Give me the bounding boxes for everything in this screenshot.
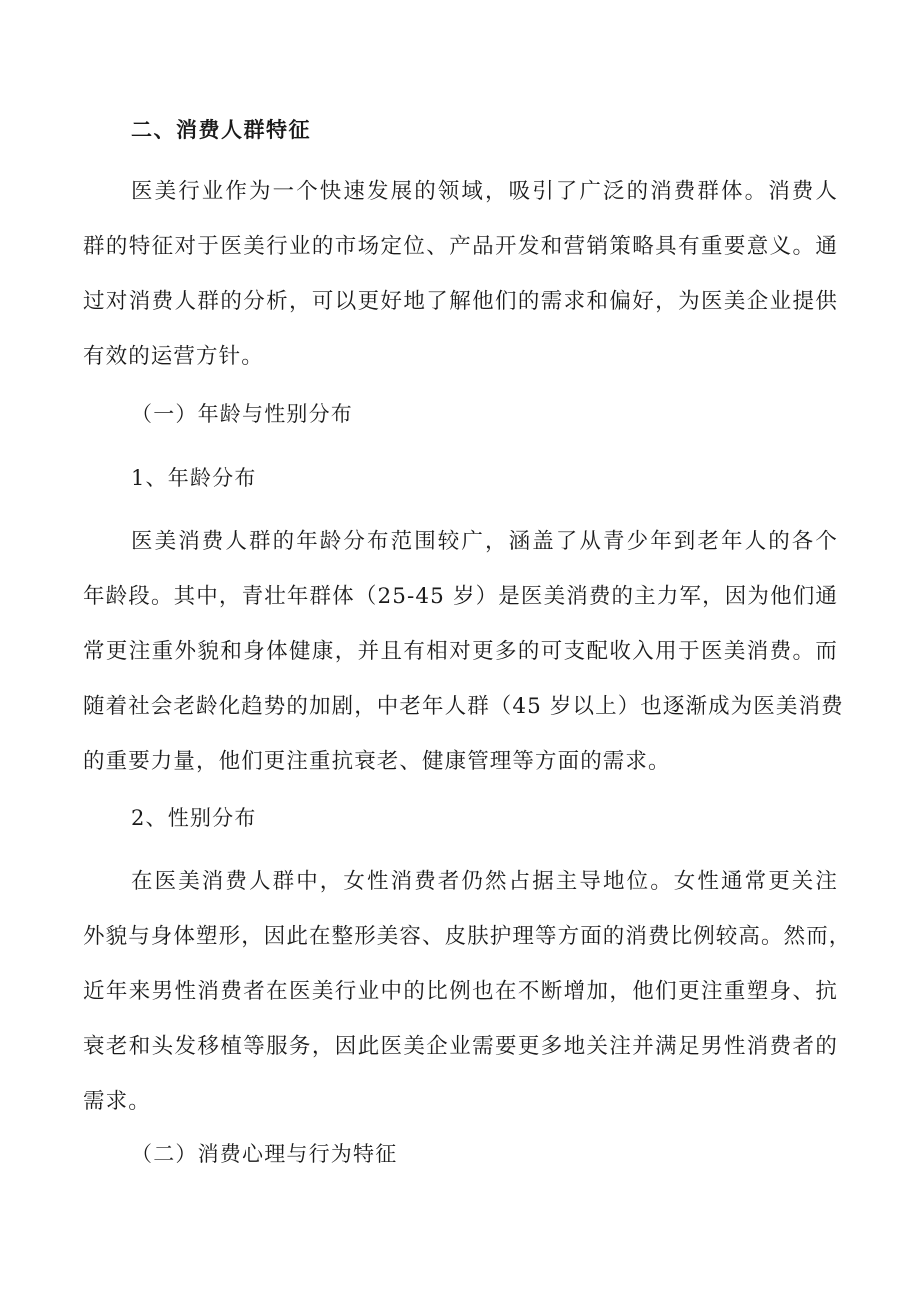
paragraph-line: 外貌与身体塑形，因此在整形美容、皮肤护理等方面的消费比例较高。然而， bbox=[83, 924, 852, 949]
paragraph-line: 在医美消费人群中，女性消费者仍然占据主导地位。女性通常更关注 bbox=[131, 869, 838, 894]
paragraph-line: 衰老和头发移植等服务，因此医美企业需要更多地关注并满足男性消费者的 bbox=[83, 1034, 838, 1059]
paragraph-line: 近年来男性消费者在医美行业中的比例也在不断增加，他们更注重塑身、抗 bbox=[83, 979, 838, 1004]
paragraph-line: 医美消费人群的年龄分布范围较广，涵盖了从青少年到老年人的各个 bbox=[131, 529, 838, 554]
item-heading-gender: 2、性别分布 bbox=[131, 806, 257, 830]
paragraph-line: 需求。 bbox=[83, 1089, 151, 1114]
paragraph-line: 随着社会老龄化趋势的加剧，中老年人群（45 岁以上）也逐渐成为医美消费 bbox=[83, 694, 844, 719]
paragraph-line: 群的特征对于医美行业的市场定位、产品开发和营销策略具有重要意义。通 bbox=[83, 234, 838, 259]
subsection-heading-age-gender: （一）年龄与性别分布 bbox=[131, 402, 353, 426]
paragraph-line: 有效的运营方针。 bbox=[83, 344, 264, 369]
paragraph-line: 医美行业作为一个快速发展的领域，吸引了广泛的消费群体。消费人 bbox=[131, 179, 838, 204]
paragraph-line: 过对消费人群的分析，可以更好地了解他们的需求和偏好，为医美企业提供 bbox=[83, 289, 838, 314]
subsection-heading-psychology: （二）消费心理与行为特征 bbox=[131, 1142, 398, 1166]
section-title: 二、消费人群特征 bbox=[131, 118, 311, 142]
item-heading-age: 1、年龄分布 bbox=[131, 466, 257, 490]
paragraph-line: 的重要力量，他们更注重抗衰老、健康管理等方面的需求。 bbox=[83, 749, 671, 774]
paragraph-line: 年龄段。其中，青壮年群体（25-45 岁）是医美消费的主力军，因为他们通 bbox=[83, 584, 838, 609]
paragraph-line: 常更注重外貌和身体健康，并且有相对更多的可支配收入用于医美消费。而 bbox=[83, 639, 838, 664]
